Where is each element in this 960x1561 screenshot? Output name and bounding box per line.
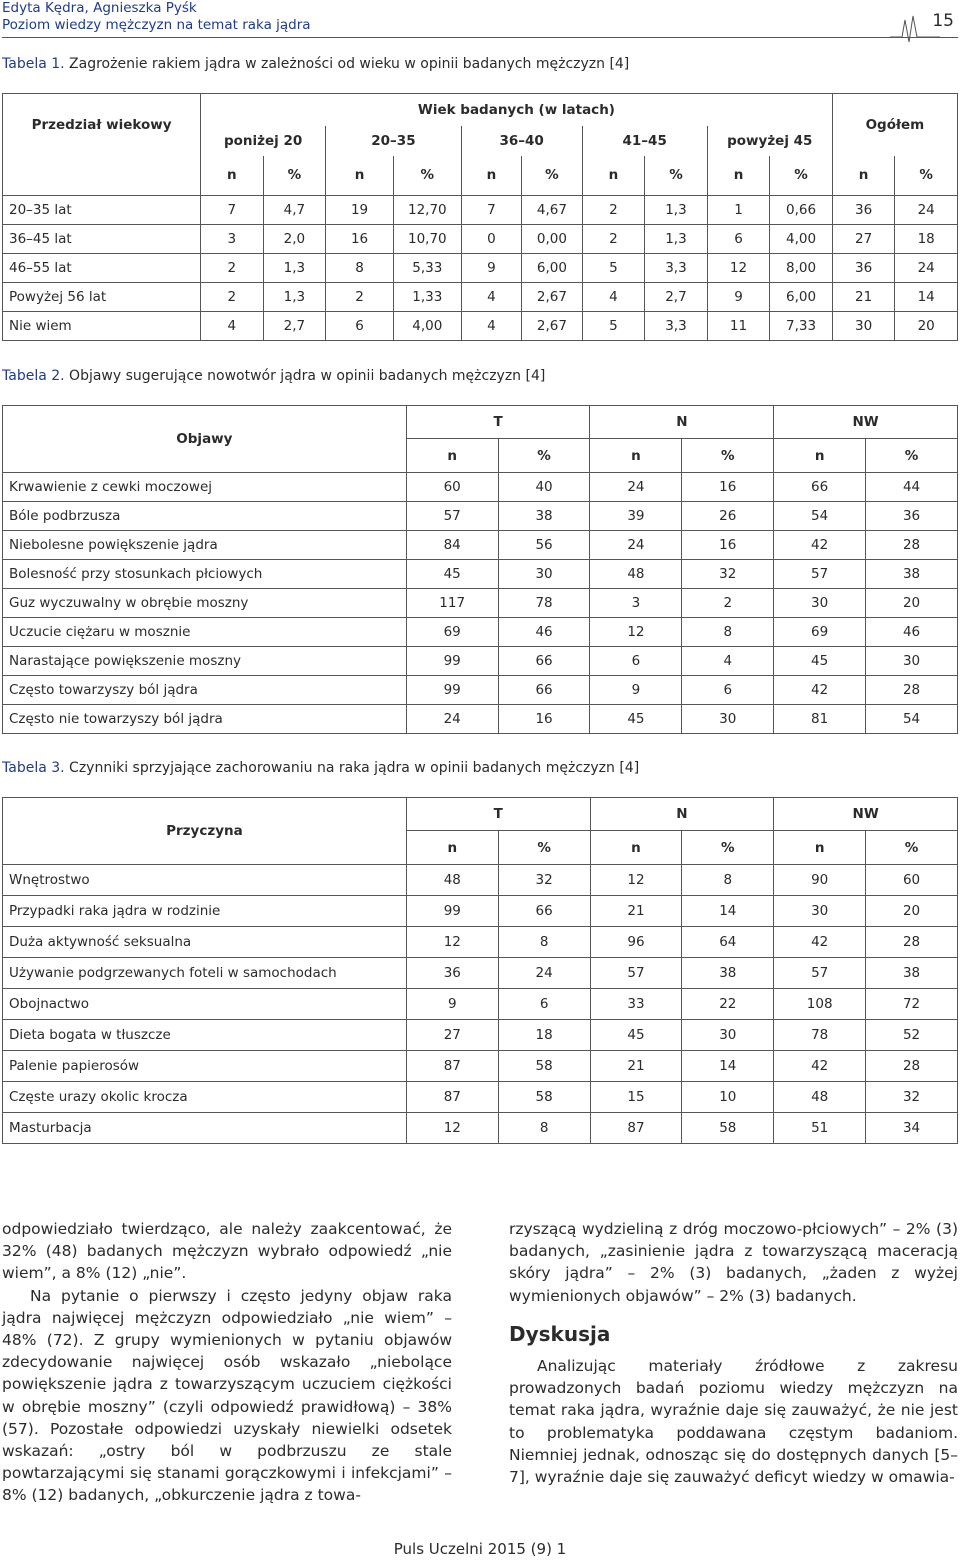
table-cell: 5,33 — [393, 254, 461, 283]
table-cell: 0 — [461, 225, 521, 254]
table-cell: 8 — [326, 254, 394, 283]
table1-col-total: Ogółem — [832, 94, 957, 156]
table-cell: 8 — [498, 927, 590, 958]
table-row — [3, 196, 958, 225]
table-cell: 21 — [590, 1051, 682, 1082]
table-cell: 30 — [832, 312, 895, 341]
table1-subheader: n — [832, 156, 895, 196]
table1-subheader: n — [707, 156, 770, 196]
left-column — [2, 1218, 452, 1507]
table3-subheader: % — [498, 831, 590, 865]
table-cell: 99 — [406, 676, 498, 705]
table3-subheader: % — [866, 831, 958, 865]
row-label: Obojnactwo — [3, 989, 407, 1020]
table-cell: 30 — [498, 560, 590, 589]
table-cell: 8 — [682, 618, 774, 647]
table1-age-group: 20–35 — [326, 126, 462, 156]
table-cell: 39 — [590, 502, 682, 531]
row-label: Bolesność przy stosunkach płciowych — [3, 560, 407, 589]
table3-group-header: T — [406, 798, 590, 831]
table3-group-header: NW — [774, 798, 958, 831]
table-cell: 6 — [682, 676, 774, 705]
table3-caption — [2, 760, 639, 776]
table1 — [2, 93, 958, 341]
table-cell: 7 — [201, 196, 264, 225]
table-cell: 48 — [774, 1082, 866, 1113]
table-cell: 18 — [498, 1020, 590, 1051]
right-paragraph-1: rzyszącą wydzieliną z dróg moczowo-płciowych” – 2% (3) badanych, „zasinienie jądra z towarzyszącą maceracją skóry jądra” – 2% (3) badanych, „żaden z wyżej wymienionych objawów” – 2% (3) badanych. — [509, 1220, 958, 1305]
section-heading: Dyskusja — [509, 1321, 611, 1346]
table-cell: 32 — [682, 560, 774, 589]
row-label: Duża aktywność seksualna — [3, 927, 407, 958]
table-cell: 10 — [682, 1082, 774, 1113]
table-cell: 14 — [682, 1051, 774, 1082]
table-cell: 1,3 — [263, 254, 326, 283]
table-cell: 28 — [866, 531, 958, 560]
table-cell: 30 — [866, 647, 958, 676]
table-row — [3, 283, 958, 312]
table-cell: 15 — [590, 1082, 682, 1113]
table-cell: 12,70 — [393, 196, 461, 225]
table3-subheader: % — [682, 831, 774, 865]
row-label: Często towarzyszy ból jądra — [3, 676, 407, 705]
table-cell: 24 — [590, 473, 682, 502]
table3-col-first: Przyczyna — [3, 798, 407, 865]
table1-subheader: n — [461, 156, 521, 196]
table2-caption-text: Objawy sugerujące nowotwór jądra w opinii badanych mężczyzn [4] — [69, 368, 546, 384]
table1-caption-text: Zagrożenie rakiem jądra w zależności od wieku w opinii badanych mężczyzn [4] — [69, 56, 630, 72]
table-cell: 11 — [707, 312, 770, 341]
table-cell: 30 — [774, 896, 866, 927]
table-cell: 27 — [832, 225, 895, 254]
table-cell: 12 — [406, 1113, 498, 1144]
table2-caption-label: Tabela 2. — [2, 368, 65, 384]
table-row — [3, 225, 958, 254]
table-cell: 66 — [774, 473, 866, 502]
table-cell: 87 — [590, 1113, 682, 1144]
table-cell: 28 — [866, 1051, 958, 1082]
row-label: 20–35 lat — [3, 196, 201, 225]
table-row — [3, 958, 958, 989]
table-cell: 36 — [866, 502, 958, 531]
row-label: Używanie podgrzewanych foteli w samochodach — [3, 958, 407, 989]
table-cell: 3 — [201, 225, 264, 254]
table-cell: 69 — [774, 618, 866, 647]
table-cell: 1,3 — [263, 283, 326, 312]
table-cell: 28 — [866, 927, 958, 958]
table-cell: 66 — [498, 676, 590, 705]
table-cell: 60 — [866, 865, 958, 896]
table-cell: 99 — [406, 896, 498, 927]
page-footer: Puls Uczelni 2015 (9) 1 — [393, 1540, 567, 1558]
table-cell: 1,33 — [393, 283, 461, 312]
table-row — [3, 1051, 958, 1082]
table2-col-first: Objawy — [3, 406, 407, 473]
row-label: Uczucie ciężaru w mosznie — [3, 618, 407, 647]
table-cell: 22 — [682, 989, 774, 1020]
table2-subheader: % — [866, 439, 958, 473]
header-title: Poziom wiedzy mężczyzn na temat raka jądra — [2, 17, 311, 33]
table-cell: 4,00 — [393, 312, 461, 341]
table2-subheader: % — [682, 439, 774, 473]
page-number: 15 — [932, 11, 954, 31]
table-cell: 48 — [406, 865, 498, 896]
table-cell: 3,3 — [645, 312, 708, 341]
table1-subheader: n — [582, 156, 645, 196]
right-paragraph-2: Analizując materiały źródłowe z zakresu prowadzonych badań poziomu wiedzy mężczyzn na temat raka jądra, wyraźnie daje się zauważyć, że nie jest to problematyka poddawana częstym badaniom. Niemniej jednak, odnosząc się do dostępnych danych [5–7], wyraźnie daje się zauważyć deficyt wiedzy w omawia- — [509, 1357, 958, 1487]
row-label: Krwawienie z cewki moczowej — [3, 473, 407, 502]
row-label: Masturbacja — [3, 1113, 407, 1144]
table-cell: 21 — [590, 896, 682, 927]
table-cell: 64 — [682, 927, 774, 958]
table-cell: 33 — [590, 989, 682, 1020]
table1-subheader: % — [645, 156, 708, 196]
table-cell: 28 — [866, 676, 958, 705]
table-cell: 6 — [326, 312, 394, 341]
row-label: Powyżej 56 lat — [3, 283, 201, 312]
table-cell: 4 — [461, 312, 521, 341]
table-cell: 30 — [682, 1020, 774, 1051]
table1-age-group: powyżej 45 — [707, 126, 832, 156]
table-cell: 7,33 — [770, 312, 833, 341]
table-row — [3, 676, 958, 705]
table-cell: 45 — [406, 560, 498, 589]
table-cell: 32 — [498, 865, 590, 896]
table-cell: 6 — [707, 225, 770, 254]
table-cell: 4 — [582, 283, 645, 312]
table1-age-group: 36–40 — [461, 126, 582, 156]
table-cell: 58 — [682, 1113, 774, 1144]
row-label: Przypadki raka jądra w rodzinie — [3, 896, 407, 927]
header-authors: Edyta Kędra, Agnieszka Pyśk — [2, 0, 197, 16]
table2-subheader: n — [774, 439, 866, 473]
table-cell: 24 — [498, 958, 590, 989]
table-cell: 40 — [498, 473, 590, 502]
table-cell: 108 — [774, 989, 866, 1020]
table-cell: 4,67 — [522, 196, 582, 225]
table-cell: 3 — [590, 589, 682, 618]
table-cell: 18 — [895, 225, 958, 254]
table-cell: 48 — [590, 560, 682, 589]
table-cell: 3,3 — [645, 254, 708, 283]
table2-group-header: N — [590, 406, 774, 439]
table-cell: 57 — [774, 560, 866, 589]
table-cell: 5 — [582, 312, 645, 341]
table-cell: 34 — [866, 1113, 958, 1144]
header-rule — [2, 37, 958, 38]
table-cell: 24 — [590, 531, 682, 560]
table1-caption-label: Tabela 1. — [2, 56, 65, 72]
table-cell: 2 — [582, 196, 645, 225]
table-cell: 2,67 — [522, 312, 582, 341]
table-cell: 42 — [774, 676, 866, 705]
table-cell: 2 — [682, 589, 774, 618]
table-cell: 44 — [866, 473, 958, 502]
table-cell: 14 — [895, 283, 958, 312]
table-cell: 4 — [201, 312, 264, 341]
table-cell: 2,7 — [263, 312, 326, 341]
left-paragraph-2: Na pytanie o pierwszy i często jedyny objaw raka jądra najwięcej mężczyzn odpowiedziało „nie wiem” – 48% (72). Z grupy wymienionych w pytaniu objawów zdecydowanie najwięcej osób wskazało „niebolące powiększenie jądra z towarzyszącym uczuciem ciężkości w obrębie moszny” (czyli odpowiedź prawidłową) – 38% (57). Pozostałe odpowiedzi uzyskały niewielki odsetek wskazań: „ostry ból w podbrzuszu ze stale powtarzającymi się stanami gorączkowymi i infekcjami” – 8% (12) badanych, „obkurczenie jądra z towa- — [2, 1286, 452, 1505]
table-cell: 2,0 — [263, 225, 326, 254]
table1-blank-cell — [3, 156, 201, 196]
table-cell: 4,7 — [263, 196, 326, 225]
table-cell: 2,7 — [645, 283, 708, 312]
table-cell: 24 — [895, 254, 958, 283]
table3-subheader: n — [406, 831, 498, 865]
table-cell: 6,00 — [522, 254, 582, 283]
table-cell: 57 — [406, 502, 498, 531]
table-row — [3, 989, 958, 1020]
table-cell: 1 — [707, 196, 770, 225]
table-cell: 54 — [866, 705, 958, 734]
table-cell: 87 — [406, 1082, 498, 1113]
table-cell: 12 — [707, 254, 770, 283]
table-cell: 9 — [707, 283, 770, 312]
table-cell: 8,00 — [770, 254, 833, 283]
table-cell: 45 — [590, 705, 682, 734]
table-cell: 81 — [774, 705, 866, 734]
table-cell: 14 — [682, 896, 774, 927]
table-row — [3, 560, 958, 589]
table-cell: 6,00 — [770, 283, 833, 312]
table1-subheader: % — [895, 156, 958, 196]
table1-age-group: poniżej 20 — [201, 126, 326, 156]
table1-col-range: Przedział wiekowy — [3, 94, 201, 156]
row-label: Niebolesne powiększenie jądra — [3, 531, 407, 560]
table-cell: 38 — [682, 958, 774, 989]
table-cell: 4 — [682, 647, 774, 676]
table-cell: 90 — [774, 865, 866, 896]
table-cell: 117 — [406, 589, 498, 618]
table-row — [3, 1082, 958, 1113]
table-cell: 8 — [682, 865, 774, 896]
table-cell: 38 — [866, 560, 958, 589]
table2 — [2, 405, 958, 734]
table-cell: 19 — [326, 196, 394, 225]
row-label: Częste urazy okolic krocza — [3, 1082, 407, 1113]
table-cell: 6 — [590, 647, 682, 676]
table2-caption — [2, 368, 545, 384]
table-cell: 20 — [866, 896, 958, 927]
row-label: Bóle podbrzusza — [3, 502, 407, 531]
table-cell: 4 — [461, 283, 521, 312]
table-cell: 16 — [682, 473, 774, 502]
table-row — [3, 473, 958, 502]
table-cell: 8 — [498, 1113, 590, 1144]
table-cell: 16 — [498, 705, 590, 734]
table-cell: 45 — [774, 647, 866, 676]
table-cell: 42 — [774, 927, 866, 958]
table-cell: 9 — [461, 254, 521, 283]
table-cell: 42 — [774, 1051, 866, 1082]
table3-subheader: n — [774, 831, 866, 865]
table-cell: 96 — [590, 927, 682, 958]
table-cell: 1,3 — [645, 225, 708, 254]
table-cell: 5 — [582, 254, 645, 283]
table-cell: 45 — [590, 1020, 682, 1051]
table-cell: 46 — [498, 618, 590, 647]
table2-group-header: T — [406, 406, 590, 439]
table-cell: 54 — [774, 502, 866, 531]
table-cell: 46 — [866, 618, 958, 647]
table-cell: 30 — [682, 705, 774, 734]
table-cell: 36 — [832, 254, 895, 283]
table-cell: 2 — [201, 254, 264, 283]
table-row — [3, 705, 958, 734]
table-cell: 9 — [406, 989, 498, 1020]
table-row — [3, 1113, 958, 1144]
table1-col-age: Wiek badanych (w latach) — [201, 94, 833, 126]
table-cell: 99 — [406, 647, 498, 676]
table-cell: 20 — [895, 312, 958, 341]
table3-caption-label: Tabela 3. — [2, 760, 65, 776]
row-label: 46–55 lat — [3, 254, 201, 283]
table-cell: 36 — [832, 196, 895, 225]
table-row — [3, 927, 958, 958]
table-row — [3, 1020, 958, 1051]
table-cell: 66 — [498, 647, 590, 676]
table-row — [3, 865, 958, 896]
table-cell: 2 — [201, 283, 264, 312]
row-label: 36–45 lat — [3, 225, 201, 254]
table3-group-header: N — [590, 798, 774, 831]
table-cell: 84 — [406, 531, 498, 560]
table-cell: 16 — [326, 225, 394, 254]
table-cell: 24 — [895, 196, 958, 225]
table2-subheader: n — [406, 439, 498, 473]
table-cell: 20 — [866, 589, 958, 618]
left-paragraph-1: odpowiedziało twierdząco, ale należy zaakcentować, że 32% (48) badanych mężczyzn wybrało odpowiedź „nie wiem”, a 8% (12) „nie”. — [2, 1220, 452, 1283]
table-cell: 78 — [774, 1020, 866, 1051]
table-cell: 69 — [406, 618, 498, 647]
table1-caption — [2, 56, 629, 72]
table-cell: 78 — [498, 589, 590, 618]
table-cell: 21 — [832, 283, 895, 312]
table-cell: 26 — [682, 502, 774, 531]
table1-subheader: % — [393, 156, 461, 196]
row-label: Narastające powiększenie moszny — [3, 647, 407, 676]
table-cell: 56 — [498, 531, 590, 560]
table-row — [3, 254, 958, 283]
row-label: Nie wiem — [3, 312, 201, 341]
table1-subheader: % — [770, 156, 833, 196]
table2-group-header: NW — [774, 406, 958, 439]
table-cell: 60 — [406, 473, 498, 502]
table-cell: 6 — [498, 989, 590, 1020]
table-cell: 30 — [774, 589, 866, 618]
row-label: Wnętrostwo — [3, 865, 407, 896]
table-cell: 38 — [866, 958, 958, 989]
table-row — [3, 618, 958, 647]
table-cell: 42 — [774, 531, 866, 560]
table-row — [3, 312, 958, 341]
table-cell: 32 — [866, 1082, 958, 1113]
row-label: Często nie towarzyszy ból jądra — [3, 705, 407, 734]
table-cell: 16 — [682, 531, 774, 560]
table-cell: 2,67 — [522, 283, 582, 312]
table-cell: 24 — [406, 705, 498, 734]
row-label: Guz wyczuwalny w obrębie moszny — [3, 589, 407, 618]
table2-subheader: % — [498, 439, 590, 473]
table-cell: 52 — [866, 1020, 958, 1051]
table-cell: 72 — [866, 989, 958, 1020]
table-cell: 66 — [498, 896, 590, 927]
table3 — [2, 797, 958, 1144]
table-row — [3, 589, 958, 618]
table-row — [3, 502, 958, 531]
table1-subheader: n — [201, 156, 264, 196]
row-label: Palenie papierosów — [3, 1051, 407, 1082]
running-header — [2, 0, 311, 34]
table-cell: 12 — [406, 927, 498, 958]
table-cell: 1,3 — [645, 196, 708, 225]
table-cell: 57 — [590, 958, 682, 989]
table1-subheader: % — [263, 156, 326, 196]
table-row — [3, 531, 958, 560]
table1-age-group: 41–45 — [582, 126, 707, 156]
table-cell: 87 — [406, 1051, 498, 1082]
table-cell: 51 — [774, 1113, 866, 1144]
table-row — [3, 896, 958, 927]
row-label: Dieta bogata w tłuszcze — [3, 1020, 407, 1051]
table-cell: 27 — [406, 1020, 498, 1051]
table1-subheader: n — [326, 156, 394, 196]
table-cell: 36 — [406, 958, 498, 989]
table-cell: 38 — [498, 502, 590, 531]
table3-caption-text: Czynniki sprzyjające zachorowaniu na raka jądra w opinii badanych mężczyzn [4] — [69, 760, 640, 776]
table-cell: 2 — [326, 283, 394, 312]
table-cell: 58 — [498, 1082, 590, 1113]
table-cell: 12 — [590, 865, 682, 896]
table2-subheader: n — [590, 439, 682, 473]
table-cell: 10,70 — [393, 225, 461, 254]
table-cell: 12 — [590, 618, 682, 647]
table-cell: 4,00 — [770, 225, 833, 254]
table-row — [3, 647, 958, 676]
table-cell: 0,00 — [522, 225, 582, 254]
table-cell: 9 — [590, 676, 682, 705]
table-cell: 7 — [461, 196, 521, 225]
table-cell: 58 — [498, 1051, 590, 1082]
right-column — [509, 1218, 958, 1488]
table3-subheader: n — [590, 831, 682, 865]
table-cell: 57 — [774, 958, 866, 989]
table-cell: 0,66 — [770, 196, 833, 225]
table1-subheader: % — [522, 156, 582, 196]
table-cell: 2 — [582, 225, 645, 254]
